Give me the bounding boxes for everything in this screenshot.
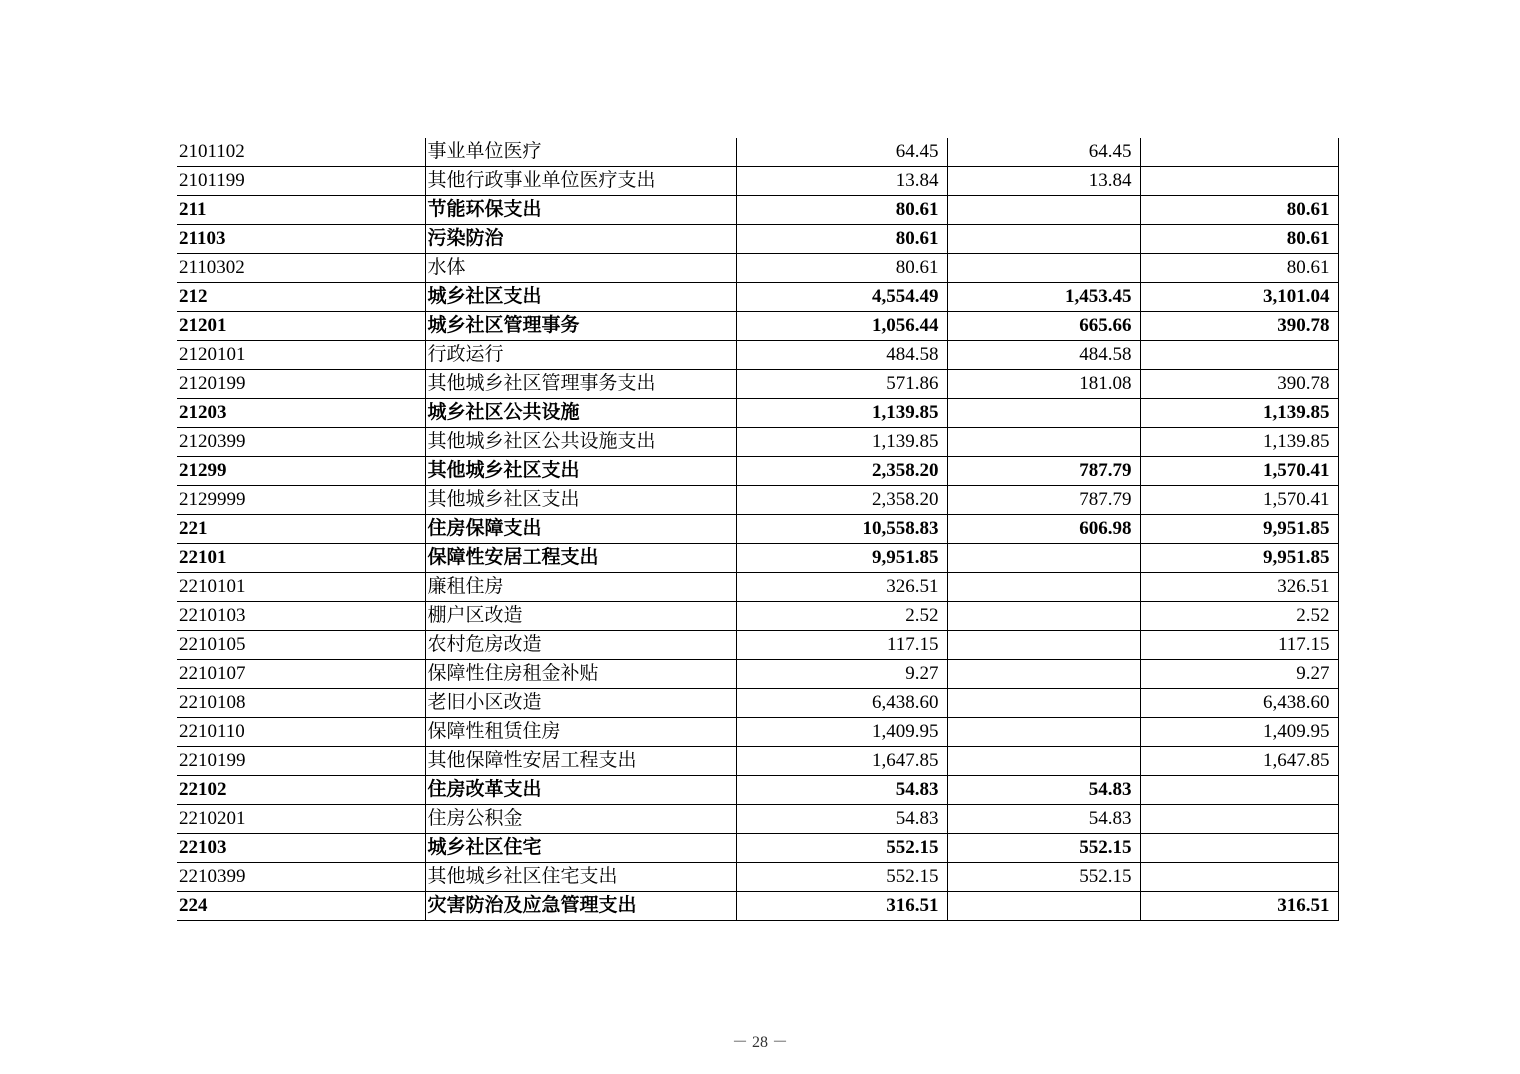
cell-total: 10,558.83 bbox=[736, 515, 947, 544]
cell-project: 80.61 bbox=[1140, 225, 1338, 254]
cell-code: 2210199 bbox=[177, 747, 425, 776]
cell-project bbox=[1140, 863, 1338, 892]
cell-code: 2210110 bbox=[177, 718, 425, 747]
cell-basic bbox=[947, 254, 1140, 283]
cell-code: 22103 bbox=[177, 834, 425, 863]
cell-project: 316.51 bbox=[1140, 892, 1338, 921]
table-row bbox=[177, 660, 1338, 689]
cell-name: 农村危房改造 bbox=[425, 631, 736, 660]
cell-code: 2120199 bbox=[177, 370, 425, 399]
cell-total: 571.86 bbox=[736, 370, 947, 399]
table-row bbox=[177, 834, 1338, 863]
table-row bbox=[177, 718, 1338, 747]
cell-total: 2,358.20 bbox=[736, 486, 947, 515]
table-row bbox=[177, 892, 1338, 921]
table-row bbox=[177, 312, 1338, 341]
cell-total: 13.84 bbox=[736, 167, 947, 196]
table-row bbox=[177, 863, 1338, 892]
cell-code: 2210201 bbox=[177, 805, 425, 834]
cell-name: 城乡社区公共设施 bbox=[425, 399, 736, 428]
cell-basic bbox=[947, 196, 1140, 225]
table-row bbox=[177, 544, 1338, 573]
cell-code: 2210101 bbox=[177, 573, 425, 602]
cell-name: 其他城乡社区住宅支出 bbox=[425, 863, 736, 892]
table-row bbox=[177, 283, 1338, 312]
cell-basic: 552.15 bbox=[947, 863, 1140, 892]
table-row bbox=[177, 428, 1338, 457]
cell-name: 其他城乡社区支出 bbox=[425, 486, 736, 515]
cell-basic bbox=[947, 602, 1140, 631]
cell-basic: 552.15 bbox=[947, 834, 1140, 863]
cell-code: 221 bbox=[177, 515, 425, 544]
cell-basic bbox=[947, 660, 1140, 689]
cell-code: 21299 bbox=[177, 457, 425, 486]
cell-basic bbox=[947, 399, 1140, 428]
cell-total: 80.61 bbox=[736, 196, 947, 225]
cell-name: 行政运行 bbox=[425, 341, 736, 370]
cell-basic bbox=[947, 225, 1140, 254]
cell-total: 326.51 bbox=[736, 573, 947, 602]
table-row bbox=[177, 747, 1338, 776]
cell-project: 3,101.04 bbox=[1140, 283, 1338, 312]
cell-name: 其他保障性安居工程支出 bbox=[425, 747, 736, 776]
table-row bbox=[177, 689, 1338, 718]
cell-total: 64.45 bbox=[736, 138, 947, 167]
cell-project: 9,951.85 bbox=[1140, 544, 1338, 573]
cell-project: 1,139.85 bbox=[1140, 399, 1338, 428]
cell-project: 326.51 bbox=[1140, 573, 1338, 602]
cell-project bbox=[1140, 341, 1338, 370]
cell-project: 390.78 bbox=[1140, 370, 1338, 399]
table-row bbox=[177, 196, 1338, 225]
cell-name: 事业单位医疗 bbox=[425, 138, 736, 167]
cell-basic bbox=[947, 689, 1140, 718]
cell-total: 54.83 bbox=[736, 805, 947, 834]
cell-name: 其他行政事业单位医疗支出 bbox=[425, 167, 736, 196]
budget-table-container bbox=[177, 138, 1338, 921]
cell-basic: 54.83 bbox=[947, 805, 1140, 834]
cell-name: 污染防治 bbox=[425, 225, 736, 254]
cell-code: 224 bbox=[177, 892, 425, 921]
table-row bbox=[177, 341, 1338, 370]
cell-total: 117.15 bbox=[736, 631, 947, 660]
cell-total: 9,951.85 bbox=[736, 544, 947, 573]
cell-code: 22102 bbox=[177, 776, 425, 805]
table-row bbox=[177, 486, 1338, 515]
cell-basic: 64.45 bbox=[947, 138, 1140, 167]
table-row bbox=[177, 515, 1338, 544]
table-row bbox=[177, 254, 1338, 283]
cell-project: 1,570.41 bbox=[1140, 457, 1338, 486]
cell-code: 212 bbox=[177, 283, 425, 312]
cell-name: 住房保障支出 bbox=[425, 515, 736, 544]
cell-name: 水体 bbox=[425, 254, 736, 283]
page-number: － 28 － bbox=[731, 1034, 788, 1051]
cell-code: 2210399 bbox=[177, 863, 425, 892]
table-row bbox=[177, 399, 1338, 428]
cell-name: 城乡社区住宅 bbox=[425, 834, 736, 863]
cell-total: 1,409.95 bbox=[736, 718, 947, 747]
cell-basic bbox=[947, 892, 1140, 921]
cell-total: 552.15 bbox=[736, 834, 947, 863]
cell-project bbox=[1140, 167, 1338, 196]
cell-total: 80.61 bbox=[736, 225, 947, 254]
cell-total: 2,358.20 bbox=[736, 457, 947, 486]
cell-project: 80.61 bbox=[1140, 254, 1338, 283]
cell-name: 棚户区改造 bbox=[425, 602, 736, 631]
cell-basic: 787.79 bbox=[947, 486, 1140, 515]
table-row bbox=[177, 805, 1338, 834]
cell-project: 1,139.85 bbox=[1140, 428, 1338, 457]
cell-code: 2120399 bbox=[177, 428, 425, 457]
cell-basic bbox=[947, 573, 1140, 602]
cell-total: 1,056.44 bbox=[736, 312, 947, 341]
cell-basic: 665.66 bbox=[947, 312, 1140, 341]
cell-code: 2210108 bbox=[177, 689, 425, 718]
cell-project bbox=[1140, 138, 1338, 167]
cell-total: 9.27 bbox=[736, 660, 947, 689]
cell-total: 316.51 bbox=[736, 892, 947, 921]
cell-code: 2129999 bbox=[177, 486, 425, 515]
table-row bbox=[177, 631, 1338, 660]
cell-name: 廉租住房 bbox=[425, 573, 736, 602]
cell-total: 1,139.85 bbox=[736, 399, 947, 428]
cell-project bbox=[1140, 776, 1338, 805]
cell-basic: 1,453.45 bbox=[947, 283, 1140, 312]
cell-code: 21203 bbox=[177, 399, 425, 428]
cell-total: 552.15 bbox=[736, 863, 947, 892]
cell-code: 2101199 bbox=[177, 167, 425, 196]
cell-basic bbox=[947, 747, 1140, 776]
cell-name: 保障性住房租金补贴 bbox=[425, 660, 736, 689]
cell-basic: 181.08 bbox=[947, 370, 1140, 399]
cell-basic bbox=[947, 428, 1140, 457]
cell-name: 灾害防治及应急管理支出 bbox=[425, 892, 736, 921]
cell-total: 2.52 bbox=[736, 602, 947, 631]
cell-name: 其他城乡社区公共设施支出 bbox=[425, 428, 736, 457]
cell-project: 9.27 bbox=[1140, 660, 1338, 689]
budget-table bbox=[177, 138, 1339, 921]
cell-code: 211 bbox=[177, 196, 425, 225]
cell-project: 117.15 bbox=[1140, 631, 1338, 660]
cell-basic: 54.83 bbox=[947, 776, 1140, 805]
cell-project: 2.52 bbox=[1140, 602, 1338, 631]
cell-name: 住房改革支出 bbox=[425, 776, 736, 805]
cell-basic bbox=[947, 631, 1140, 660]
cell-basic: 484.58 bbox=[947, 341, 1140, 370]
table-row bbox=[177, 225, 1338, 254]
cell-project: 390.78 bbox=[1140, 312, 1338, 341]
cell-basic: 13.84 bbox=[947, 167, 1140, 196]
table-row bbox=[177, 167, 1338, 196]
table-row bbox=[177, 573, 1338, 602]
cell-basic: 787.79 bbox=[947, 457, 1140, 486]
cell-total: 54.83 bbox=[736, 776, 947, 805]
cell-code: 21201 bbox=[177, 312, 425, 341]
cell-name: 城乡社区支出 bbox=[425, 283, 736, 312]
table-row bbox=[177, 602, 1338, 631]
cell-code: 2120101 bbox=[177, 341, 425, 370]
cell-code: 2210107 bbox=[177, 660, 425, 689]
cell-project bbox=[1140, 805, 1338, 834]
cell-project bbox=[1140, 834, 1338, 863]
cell-basic: 606.98 bbox=[947, 515, 1140, 544]
table-row bbox=[177, 776, 1338, 805]
cell-name: 其他城乡社区管理事务支出 bbox=[425, 370, 736, 399]
cell-basic bbox=[947, 718, 1140, 747]
cell-project: 9,951.85 bbox=[1140, 515, 1338, 544]
cell-code: 22101 bbox=[177, 544, 425, 573]
cell-total: 6,438.60 bbox=[736, 689, 947, 718]
table-row bbox=[177, 370, 1338, 399]
table-row bbox=[177, 457, 1338, 486]
cell-total: 1,647.85 bbox=[736, 747, 947, 776]
cell-total: 484.58 bbox=[736, 341, 947, 370]
cell-total: 80.61 bbox=[736, 254, 947, 283]
cell-name: 城乡社区管理事务 bbox=[425, 312, 736, 341]
table-row bbox=[177, 138, 1338, 167]
cell-name: 节能环保支出 bbox=[425, 196, 736, 225]
cell-total: 1,139.85 bbox=[736, 428, 947, 457]
cell-project: 1,570.41 bbox=[1140, 486, 1338, 515]
cell-code: 2110302 bbox=[177, 254, 425, 283]
cell-project: 6,438.60 bbox=[1140, 689, 1338, 718]
cell-project: 1,647.85 bbox=[1140, 747, 1338, 776]
cell-total: 4,554.49 bbox=[736, 283, 947, 312]
cell-name: 保障性安居工程支出 bbox=[425, 544, 736, 573]
cell-name: 其他城乡社区支出 bbox=[425, 457, 736, 486]
cell-code: 2101102 bbox=[177, 138, 425, 167]
table-body bbox=[177, 138, 1338, 921]
cell-name: 保障性租赁住房 bbox=[425, 718, 736, 747]
cell-code: 2210103 bbox=[177, 602, 425, 631]
cell-project: 80.61 bbox=[1140, 196, 1338, 225]
cell-name: 老旧小区改造 bbox=[425, 689, 736, 718]
cell-code: 21103 bbox=[177, 225, 425, 254]
cell-code: 2210105 bbox=[177, 631, 425, 660]
cell-project: 1,409.95 bbox=[1140, 718, 1338, 747]
cell-basic bbox=[947, 544, 1140, 573]
cell-name: 住房公积金 bbox=[425, 805, 736, 834]
